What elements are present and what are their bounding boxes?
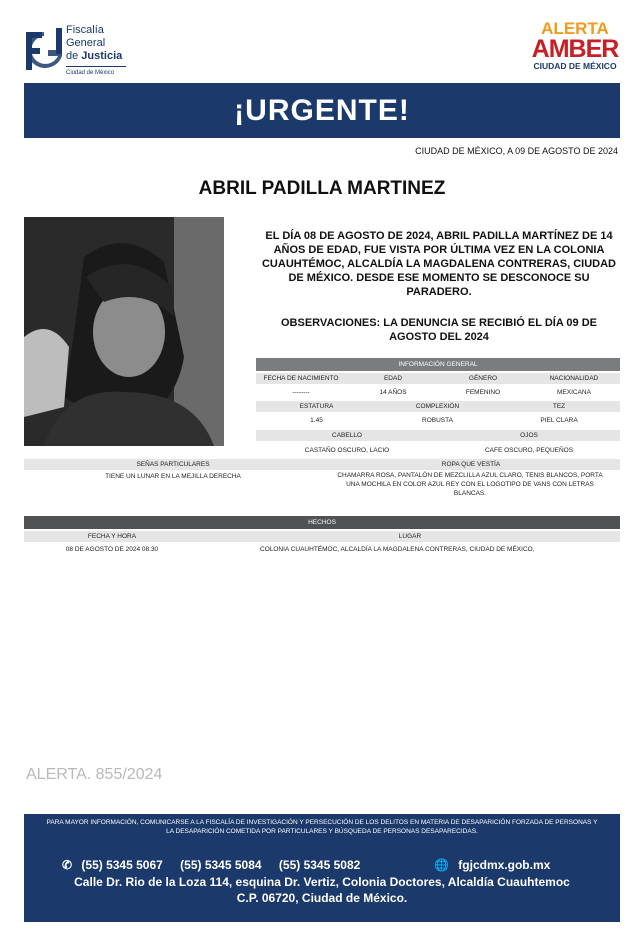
fgj-line3	[66, 50, 126, 63]
value-lugar: COLONIA CUAUHTÉMOC, ALCALDÍA LA MAGDALENA CONTRERAS, CIUDAD DE MÉXICO,	[260, 546, 535, 553]
info-row3-values	[256, 445, 620, 456]
website-link[interactable]: fgjcdmx.gob.mx	[458, 858, 551, 872]
header-ropa: ROPA QUE VESTÍA	[441, 461, 501, 468]
header-ojos: OJOS	[520, 432, 538, 439]
header-nacionalidad: NACIONALIDAD	[549, 375, 599, 382]
address-line1: Calle Dr. Rio de la Loza 114, esquina Dr. Vertiz, Colonia Doctores, Alcaldía Cuauhtemoc	[74, 875, 570, 889]
value-edad: 14 AÑOS	[379, 389, 407, 396]
phone-1[interactable]: (55) 5345 5067	[81, 858, 163, 872]
footer-note: PARA MAYOR INFORMACIÓN, COMUNICARSE A LA FISCALÍA DE INVESTIGACIÓN Y PERSECUCIÓN DE LOS DELITOS EN MATERIA DE DESAPARICIÓN FORZADA DE PERSONAS Y LA DESAPARICIÓN COMETIDA POR PARTICULARES Y BÚSQUEDA DE PERSONAS DESAPARECIDAS.	[46, 819, 598, 835]
website	[434, 858, 550, 872]
hechos-header: HECHOS	[24, 516, 620, 529]
info-row3-headers	[256, 430, 620, 441]
fgj-line2: General	[66, 37, 106, 49]
header-lugar: LUGAR	[398, 533, 422, 540]
fgj-emblem-icon	[22, 26, 64, 76]
header-cabello: CABELLO	[332, 432, 362, 439]
value-estatura: 1.45	[310, 417, 323, 424]
fgj-logo	[22, 22, 162, 82]
value-fecha-hora: 08 DE AGOSTO DE 2024 08:30	[65, 546, 159, 553]
info-row1-headers	[256, 373, 620, 384]
info-row1-values	[256, 387, 620, 398]
value-cabello: CASTAÑO OSCURO, LACIO	[304, 447, 390, 454]
header-tez: TEZ	[552, 403, 566, 410]
info-row4-headers	[24, 459, 620, 470]
contact-footer	[24, 814, 620, 922]
header-complexion: COMPLEXIÓN	[415, 403, 460, 410]
fgj-line3-prefix: de	[66, 50, 82, 62]
header-senas-particulares: SEÑAS PARTICULARES	[136, 461, 210, 468]
value-ojos: CAFE OSCURO, PEQUEÑOS	[484, 447, 574, 454]
missing-person-photo	[24, 217, 224, 446]
globe-icon: 🌐	[434, 858, 449, 872]
phone-numbers	[62, 858, 374, 872]
value-nacionalidad: MEXICANA	[557, 389, 591, 396]
header-genero: GÉNERO	[468, 375, 498, 382]
header-fecha-hora: FECHA Y HORA	[87, 533, 137, 540]
phone-icon: ✆	[62, 858, 73, 872]
info-row2-headers	[256, 401, 620, 412]
address-line2: C.P. 06720, Ciudad de México.	[236, 891, 408, 905]
header-fecha-nacimiento: FECHA DE NACIMIENTO	[263, 375, 339, 382]
amber-logo-line1: ALERTA	[541, 19, 609, 38]
value-tez: PIEL CLARA	[540, 417, 578, 424]
value-genero: FEMENINO	[465, 389, 501, 396]
value-fecha-nacimiento: --------	[292, 389, 310, 396]
amber-logo-line2: AMBER	[531, 35, 619, 63]
fgj-line4: Ciudad de México	[66, 66, 126, 77]
date-line: CIUDAD DE MÉXICO, A 09 DE AGOSTO DE 2024	[415, 146, 618, 156]
hechos-subheaders	[24, 531, 620, 542]
fgj-wordmark	[66, 24, 126, 77]
person-photo-illustration	[24, 217, 224, 446]
value-ropa: CHAMARRA ROSA, PANTALÓN DE MEZCLILLA AZUL CLARO, TENIS BLANCOS, PORTA UNA MOCHILA EN COLOR AZUL REY CON EL LOGOTIPO DE VANS CON LETRAS BLANCAS.	[337, 472, 603, 497]
phone-2[interactable]: (55) 5345 5084	[180, 858, 262, 872]
missing-person-name: ABRIL PADILLA MARTINEZ	[198, 178, 446, 199]
fgj-line3-bold: Justicia	[81, 50, 123, 62]
amber-logo-line3: CIUDAD DE MÉXICO	[533, 61, 617, 71]
alerta-amber-logo	[530, 20, 620, 82]
info-row2-values	[256, 415, 620, 426]
header-estatura: ESTATURA	[299, 403, 334, 410]
value-senas-particulares: TIENE UN LUNAR EN LA MEJILLA DERECHA	[105, 473, 241, 480]
header-edad: EDAD	[383, 375, 403, 382]
fgj-line1: Fiscalía	[66, 24, 104, 36]
phone-3[interactable]: (55) 5345 5082	[278, 858, 361, 872]
case-description: EL DÍA 08 DE AGOSTO DE 2024, ABRIL PADILLA MARTÍNEZ DE 14 AÑOS DE EDAD, FUE VISTA POR ÚLTIMA VEZ EN LA COLONIA CUAUHTÉMOC, ALCALDÍA LA MAGDALENA CONTRERAS, CIUDAD DE MÉXICO. DESDE ESE MOMENTO SE DESCONOCE SU PARADERO.	[261, 230, 616, 298]
case-observations: OBSERVACIONES: LA DENUNCIA SE RECIBIÓ EL DÍA 09 DE AGOSTO DEL 2024	[281, 317, 597, 343]
value-complexion: ROBUSTA	[422, 417, 453, 424]
alert-number: ALERTA. 855/2024	[26, 766, 163, 783]
urgent-banner: ¡URGENTE!	[24, 83, 620, 138]
info-general-header: INFORMACIÓN GENERAL	[256, 358, 620, 371]
